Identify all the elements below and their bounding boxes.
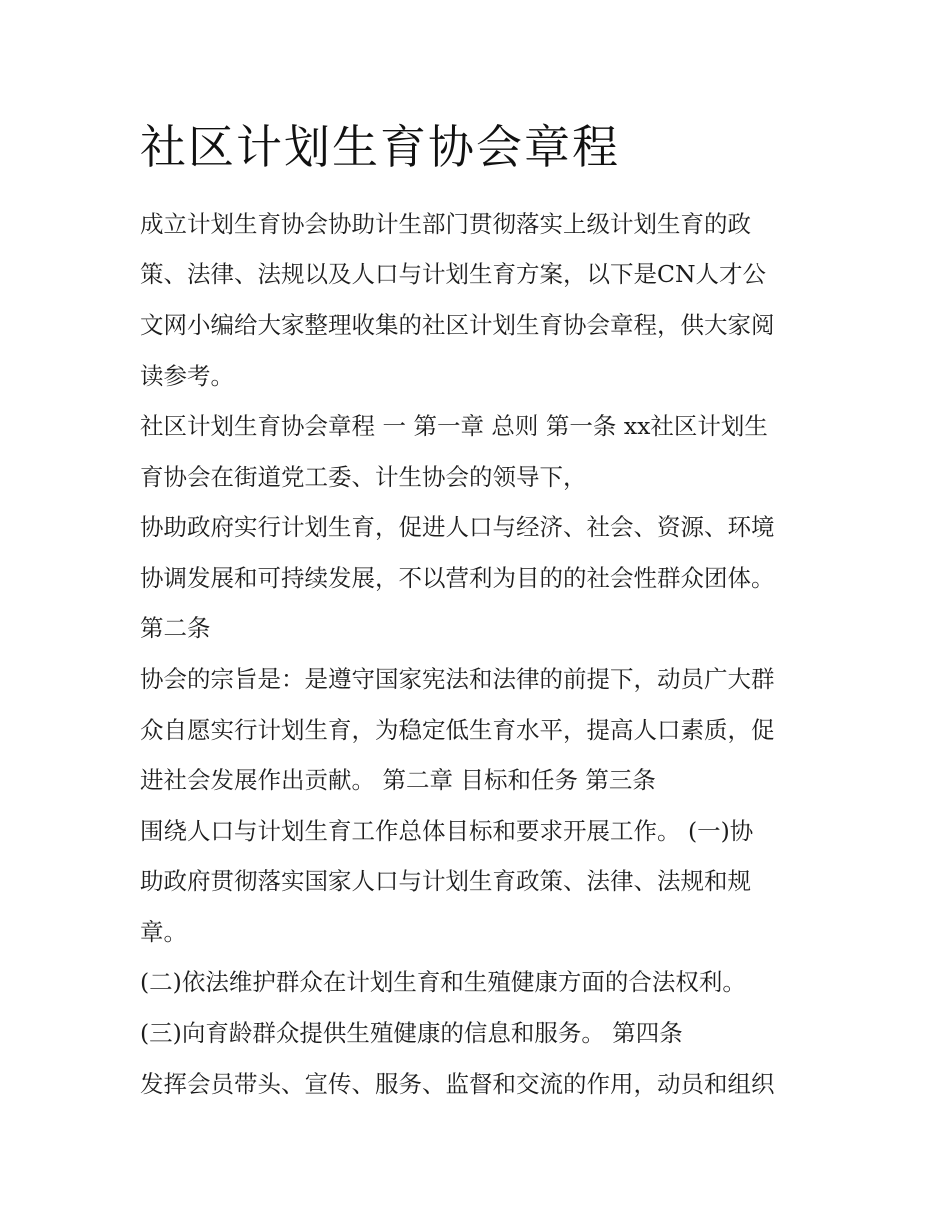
body-text-line: 社区计划生育协会章程 一 第一章 总则 第一条 xx社区计划生: [140, 412, 768, 440]
body-text-line: 协会的宗旨是：是遵守国家宪法和法律的前提下，动员广大群: [140, 665, 775, 693]
body-text-line: 协调发展和可持续发展，不以营利为目的的社会性群众团体。: [140, 564, 775, 592]
body-text-line: 进社会发展作出贡献。 第二章 目标和任务 第三条: [140, 766, 656, 794]
body-text-line: 第二条: [140, 614, 211, 642]
body-text-line: 文网小编给大家整理收集的社区计划生育协会章程，供大家阅: [140, 311, 775, 339]
body-text-line: 读参考。: [140, 362, 234, 390]
body-text-line: 协助政府实行计划生育，促进人口与经济、社会、资源、环境: [140, 513, 775, 541]
body-text-line: (二)依法维护群众在计划生育和生殖健康方面的合法权利。: [140, 968, 746, 996]
body-text-line: 策、法律、法规以及人口与计划生育方案，以下是CN人才公: [140, 260, 767, 288]
body-text-line: (三)向育龄群众提供生殖健康的信息和服务。 第四条: [140, 1019, 683, 1047]
document-title: 社区计划生育协会章程: [140, 120, 620, 174]
body-text-line: 发挥会员带头、宣传、服务、监督和交流的作用，动员和组织: [140, 1070, 775, 1098]
body-text-line: 围绕人口与计划生育工作总体目标和要求开展工作。 (一)协: [140, 817, 754, 845]
body-text-line: 成立计划生育协会协助计生部门贯彻落实上级计划生育的政: [140, 210, 751, 238]
body-text-line: 助政府贯彻落实国家人口与计划生育政策、法律、法规和规: [140, 867, 751, 895]
body-text-line: 众自愿实行计划生育，为稳定低生育水平，提高人口素质，促: [140, 716, 775, 744]
body-text-line: 育协会在街道党工委、计生协会的领导下，: [140, 463, 587, 491]
body-text-line: 章。: [140, 918, 187, 946]
